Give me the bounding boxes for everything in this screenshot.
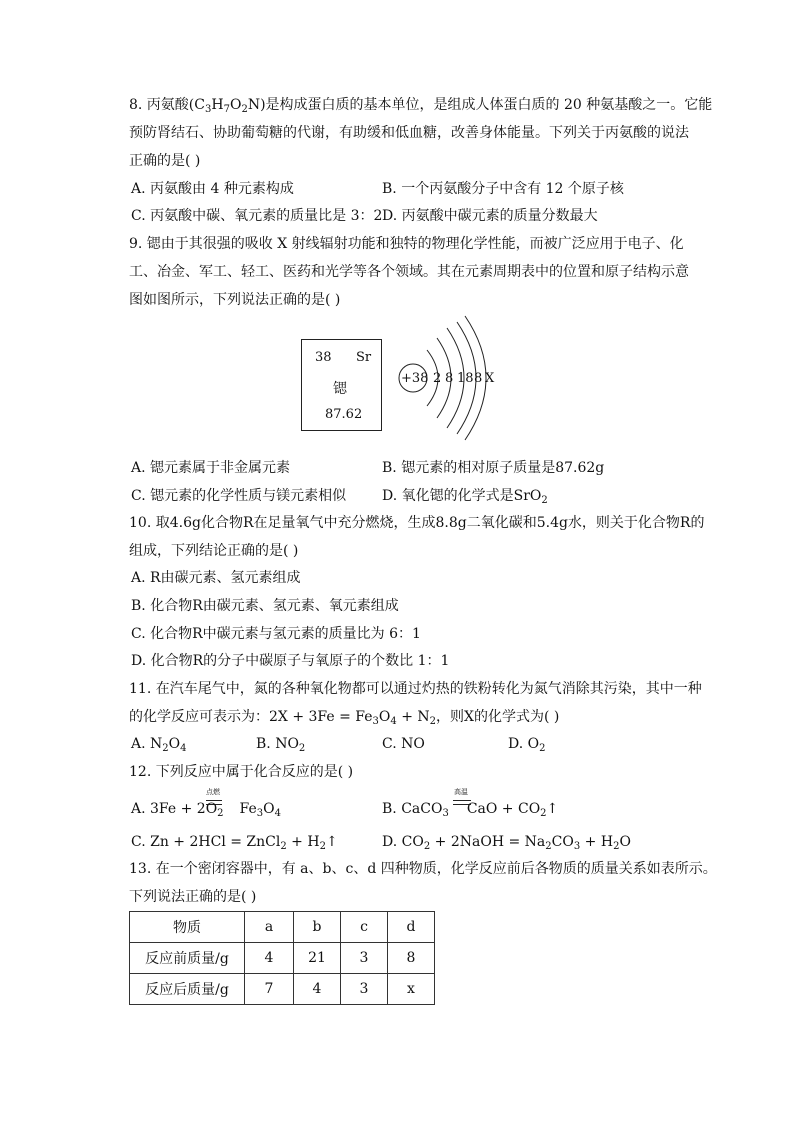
table-cell: 8 bbox=[388, 943, 435, 974]
text: D. 氧化锶的化学式是SrO bbox=[382, 488, 542, 504]
q10-option-d[interactable]: D. 化合物R的分子中碳原子与氧原子的个数比 1：1 bbox=[131, 653, 450, 669]
text: B. NO bbox=[256, 736, 299, 752]
sub: 4 bbox=[390, 716, 397, 727]
q12-condition-b: 高温 bbox=[454, 788, 468, 796]
table-cell: 7 bbox=[245, 974, 294, 1005]
q8-stem-line2: 预防肾结石、协助葡萄糖的代谢，有助缓和低血糖，改善身体能量。下列关于丙氨酸的说法 bbox=[129, 125, 689, 141]
periodic-table-cell bbox=[301, 339, 382, 431]
sub: 7 bbox=[223, 104, 230, 115]
sub: 2 bbox=[423, 841, 431, 852]
text: C. Zn + 2HCl = ZnCl bbox=[131, 834, 281, 850]
q10-option-a[interactable]: A. R由碳元素、氢元素组成 bbox=[131, 570, 301, 586]
text: O bbox=[619, 834, 631, 850]
text: D. CO bbox=[382, 834, 424, 850]
q12-option-d[interactable] bbox=[382, 833, 631, 851]
q11-option-c[interactable]: C. NO bbox=[382, 736, 425, 752]
table-row bbox=[130, 943, 435, 974]
table-cell: 4 bbox=[294, 974, 341, 1005]
sub: 2 bbox=[298, 743, 306, 754]
text: O bbox=[168, 736, 181, 752]
q9-option-d[interactable] bbox=[382, 487, 548, 505]
q13-stem-line2: 下列说法正确的是( ) bbox=[129, 889, 257, 905]
text: + H bbox=[580, 834, 614, 850]
sub: 3 bbox=[442, 808, 449, 819]
text: Fe bbox=[239, 801, 257, 817]
sub: 2 bbox=[541, 495, 548, 506]
q13-stem-line1: 13. 在一个密闭容器中，有 a、b、c、d 四种物质，化学反应前后各物质的质量关系如表所示。 bbox=[129, 861, 717, 877]
text: ↑ bbox=[546, 801, 559, 817]
q8-option-b[interactable]: B. 一个丙氨酸分子中含有 12 个原子核 bbox=[382, 181, 624, 197]
sub: 2 bbox=[540, 808, 547, 819]
shell-electron-1: 2 bbox=[433, 371, 442, 386]
sub: 2 bbox=[545, 841, 552, 852]
sub: 4 bbox=[180, 743, 187, 754]
table-header-cell: 物质 bbox=[130, 912, 245, 943]
sub: 2 bbox=[319, 841, 326, 852]
text: O bbox=[378, 709, 391, 725]
q8-stem-line1 bbox=[129, 96, 712, 114]
text: ，则X的化学式为( ) bbox=[436, 709, 560, 725]
sub: 4 bbox=[274, 808, 282, 819]
atomic-number: 38 bbox=[315, 350, 332, 365]
table-header-cell: a bbox=[245, 912, 294, 943]
sub: 2 bbox=[613, 841, 620, 852]
q11-stem-line1: 11. 在汽车尾气中，氮的各种氧化物都可以通过灼热的铁粉转化为氮气消除其污染，其中一种 bbox=[129, 681, 702, 697]
sub: 2 bbox=[241, 104, 248, 115]
shell-electron-5: X bbox=[485, 371, 495, 386]
sub: 2 bbox=[280, 841, 287, 852]
text: + H bbox=[286, 834, 320, 850]
q12-option-b[interactable] bbox=[382, 800, 558, 818]
table-cell: 3 bbox=[341, 943, 388, 974]
text: 8. 丙氨酸(C bbox=[129, 97, 205, 113]
q9-option-a[interactable]: A. 锶元素属于非金属元素 bbox=[131, 460, 291, 476]
mass-data-table bbox=[129, 911, 435, 1005]
q8-option-c[interactable]: C. 丙氨酸中碳、氧元素的质量比是 3：2 bbox=[131, 208, 383, 224]
atomic-mass: 87.62 bbox=[325, 407, 363, 422]
q11-option-d[interactable] bbox=[508, 735, 545, 753]
sub: 2 bbox=[429, 716, 437, 727]
text: H bbox=[211, 97, 224, 113]
table-cell: 反应后质量/g bbox=[130, 974, 245, 1005]
q9-option-c[interactable]: C. 锶元素的化学性质与镁元素相似 bbox=[131, 488, 347, 504]
text: O bbox=[229, 97, 242, 113]
sub: 2 bbox=[539, 743, 546, 754]
q10-stem-line2: 组成，下列结论正确的是( ) bbox=[129, 543, 299, 559]
q8-option-d[interactable]: D. 丙氨酸中碳元素的质量分数最大 bbox=[382, 208, 598, 224]
text: CO bbox=[551, 834, 574, 850]
q12-stem: 12. 下列反应中属于化合反应的是( ) bbox=[129, 764, 354, 780]
text: 的化学反应可表示为：2X + 3Fe = Fe bbox=[129, 709, 373, 725]
table-header-cell: d bbox=[388, 912, 435, 943]
element-symbol: Sr bbox=[356, 350, 372, 365]
text: D. O bbox=[508, 736, 540, 752]
q9-stem-line1: 9. 锶由于其很强的吸收 X 射线辐射功能和独特的物理化学性能，而被广泛应用于电子、化 bbox=[129, 236, 684, 252]
text: + N bbox=[396, 709, 430, 725]
q10-option-b[interactable]: B. 化合物R由碳元素、氢元素、氧元素组成 bbox=[131, 598, 399, 614]
q9-stem-line3: 图如图所示，下列说法正确的是( ) bbox=[129, 292, 341, 308]
table-header-row bbox=[130, 912, 435, 943]
shell-electron-2: 8 bbox=[445, 371, 454, 386]
table-header-cell: b bbox=[294, 912, 341, 943]
text: O bbox=[263, 801, 275, 817]
q10-stem-line1: 10. 取4.6g化合物R在足量氧气中充分燃烧，生成8.8g二氧化碳和5.4g水，则关于化合物R的 bbox=[129, 515, 705, 531]
text: A. N bbox=[131, 736, 163, 752]
sub: 3 bbox=[372, 716, 379, 727]
sub: 3 bbox=[204, 104, 212, 115]
text: N)是构成蛋白质的基本单位，是组成人体蛋白质的 20 种氨基酸之一。它能 bbox=[247, 97, 713, 113]
q12-option-a[interactable] bbox=[131, 800, 281, 818]
text: ↑ bbox=[325, 834, 338, 850]
table-cell: 4 bbox=[245, 943, 294, 974]
q10-option-c[interactable]: C. 化合物R中碳元素与氢元素的质量比为 6：1 bbox=[131, 626, 421, 642]
sub: 2 bbox=[162, 743, 169, 754]
q9-stem-line2: 工、冶金、军工、轻工、医药和光学等各个领域。其在元素周期表中的位置和原子结构示意 bbox=[129, 264, 689, 280]
text: B. CaCO bbox=[382, 801, 443, 817]
element-name: 锶 bbox=[333, 381, 347, 397]
q11-option-b[interactable] bbox=[256, 735, 305, 753]
table-cell: 3 bbox=[341, 974, 388, 1005]
table-row bbox=[130, 974, 435, 1005]
table-cell: 反应前质量/g bbox=[130, 943, 245, 974]
q8-option-a[interactable]: A. 丙氨酸由 4 种元素构成 bbox=[131, 181, 294, 197]
q9-option-b[interactable]: B. 锶元素的相对原子质量是87.62g bbox=[382, 460, 605, 476]
q12-condition-a: 点燃 bbox=[206, 788, 220, 796]
q8-stem-line3: 正确的是( ) bbox=[129, 153, 201, 169]
nucleus-charge: +38 bbox=[401, 371, 429, 386]
shell-electron-3: 18 bbox=[457, 371, 474, 386]
sub: 3 bbox=[573, 841, 581, 852]
q11-option-a[interactable] bbox=[131, 735, 187, 753]
shell-electron-4: 8 bbox=[474, 371, 483, 386]
table-header-cell: c bbox=[341, 912, 388, 943]
text: CaO + CO bbox=[466, 801, 541, 817]
q12-option-c[interactable] bbox=[131, 833, 338, 851]
text: + 2NaOH = Na bbox=[430, 834, 546, 850]
q11-stem-line2 bbox=[129, 708, 559, 726]
sub: 3 bbox=[256, 808, 264, 819]
table-cell: x bbox=[388, 974, 435, 1005]
text: A. 3Fe + 2O bbox=[131, 801, 218, 817]
table-cell: 21 bbox=[294, 943, 341, 974]
sub: 2 bbox=[217, 808, 224, 819]
